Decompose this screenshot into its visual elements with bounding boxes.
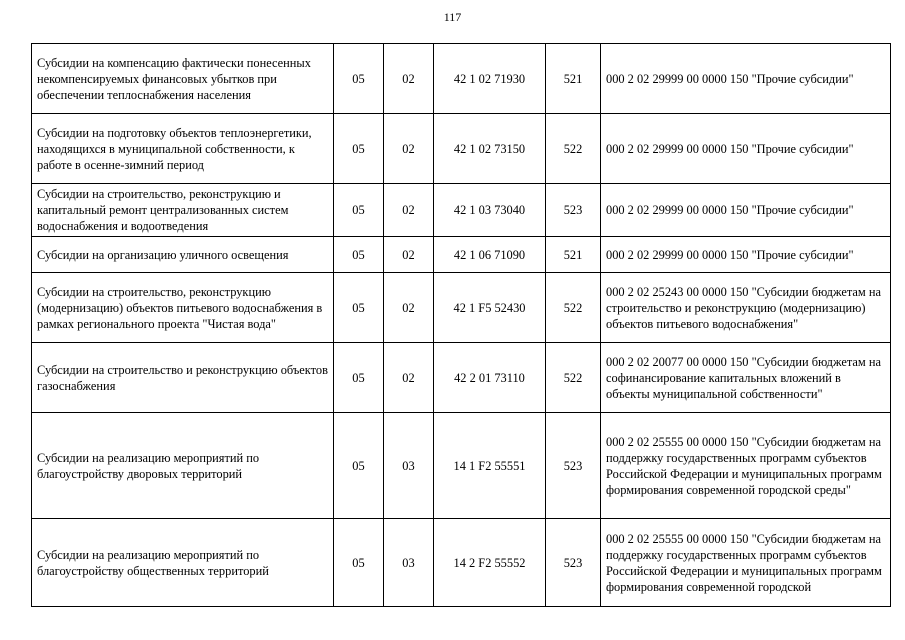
expense-code-cell: 522 bbox=[546, 114, 601, 184]
target-article-cell: 42 1 06 71090 bbox=[434, 237, 546, 273]
section-cell: 05 bbox=[334, 343, 384, 413]
revenue-source-cell: 000 2 02 25555 00 0000 150 "Субсидии бюджетам на поддержку государственных программ субъектов Российской Федерации и муниципальных программ формирования современной городской среды" bbox=[601, 413, 891, 519]
target-article-cell: 14 1 F2 55551 bbox=[434, 413, 546, 519]
table-row bbox=[32, 114, 891, 184]
section-cell: 05 bbox=[334, 237, 384, 273]
table-row bbox=[32, 343, 891, 413]
table-row bbox=[32, 184, 891, 237]
subsection-cell: 02 bbox=[384, 273, 434, 343]
subsection-cell: 03 bbox=[384, 519, 434, 607]
revenue-source-cell: 000 2 02 29999 00 0000 150 "Прочие субсидии" bbox=[601, 44, 891, 114]
revenue-source-cell: 000 2 02 29999 00 0000 150 "Прочие субсидии" bbox=[601, 184, 891, 237]
subsidies-table bbox=[31, 43, 891, 607]
table-row bbox=[32, 237, 891, 273]
target-article-cell: 42 1 03 73040 bbox=[434, 184, 546, 237]
subsidy-name-cell: Субсидии на строительство, реконструкцию и капитальный ремонт централизованных систем водоснабжения и водоотведения bbox=[32, 184, 334, 237]
expense-code-cell: 523 bbox=[546, 519, 601, 607]
table-row bbox=[32, 413, 891, 519]
expense-code-cell: 523 bbox=[546, 184, 601, 237]
expense-code-cell: 522 bbox=[546, 343, 601, 413]
revenue-source-cell: 000 2 02 25243 00 0000 150 "Субсидии бюджетам на строительство и реконструкцию (модернизацию) объектов питьевого водоснабжения" bbox=[601, 273, 891, 343]
subsidy-name-cell: Субсидии на компенсацию фактически понесенных некомпенсируемых финансовых убытков при обеспечении теплоснабжения населения bbox=[32, 44, 334, 114]
subsidy-name-cell: Субсидии на реализацию мероприятий по благоустройству общественных территорий bbox=[32, 519, 334, 607]
table-row bbox=[32, 273, 891, 343]
target-article-cell: 42 2 01 73110 bbox=[434, 343, 546, 413]
section-cell: 05 bbox=[334, 114, 384, 184]
table-row bbox=[32, 519, 891, 607]
revenue-source-cell: 000 2 02 29999 00 0000 150 "Прочие субсидии" bbox=[601, 114, 891, 184]
expense-code-cell: 523 bbox=[546, 413, 601, 519]
subsection-cell: 02 bbox=[384, 114, 434, 184]
page-number: 117 bbox=[443, 10, 462, 24]
revenue-source-cell: 000 2 02 20077 00 0000 150 "Субсидии бюджетам на софинансирование капитальных вложений в объекты муниципальной собственности" bbox=[601, 343, 891, 413]
subsection-cell: 02 bbox=[384, 184, 434, 237]
target-article-cell: 42 1 02 73150 bbox=[434, 114, 546, 184]
target-article-cell: 42 1 F5 52430 bbox=[434, 273, 546, 343]
expense-code-cell: 521 bbox=[546, 237, 601, 273]
target-article-cell: 14 2 F2 55552 bbox=[434, 519, 546, 607]
subsection-cell: 02 bbox=[384, 237, 434, 273]
expense-code-cell: 522 bbox=[546, 273, 601, 343]
section-cell: 05 bbox=[334, 519, 384, 607]
subsidy-name-cell: Субсидии на подготовку объектов теплоэнергетики, находящихся в муниципальной собственности, к работе в осенне-зимний период bbox=[32, 114, 334, 184]
section-cell: 05 bbox=[334, 44, 384, 114]
subsection-cell: 02 bbox=[384, 343, 434, 413]
section-cell: 05 bbox=[334, 413, 384, 519]
subsidy-name-cell: Субсидии на организацию уличного освещения bbox=[32, 237, 334, 273]
revenue-source-cell: 000 2 02 25555 00 0000 150 "Субсидии бюджетам на поддержку государственных программ субъектов Российской Федерации и муниципальных программ формирования современной городской bbox=[601, 519, 891, 607]
subsidy-name-cell: Субсидии на реализацию мероприятий по благоустройству дворовых территорий bbox=[32, 413, 334, 519]
revenue-source-cell: 000 2 02 29999 00 0000 150 "Прочие субсидии" bbox=[601, 237, 891, 273]
section-cell: 05 bbox=[334, 184, 384, 237]
subsidy-name-cell: Субсидии на строительство и реконструкцию объектов газоснабжения bbox=[32, 343, 334, 413]
target-article-cell: 42 1 02 71930 bbox=[434, 44, 546, 114]
subsection-cell: 03 bbox=[384, 413, 434, 519]
table-row bbox=[32, 44, 891, 114]
expense-code-cell: 521 bbox=[546, 44, 601, 114]
section-cell: 05 bbox=[334, 273, 384, 343]
subsection-cell: 02 bbox=[384, 44, 434, 114]
subsidy-name-cell: Субсидии на строительство, реконструкцию (модернизацию) объектов питьевого водоснабжения в рамках регионального проекта "Чистая вода" bbox=[32, 273, 334, 343]
